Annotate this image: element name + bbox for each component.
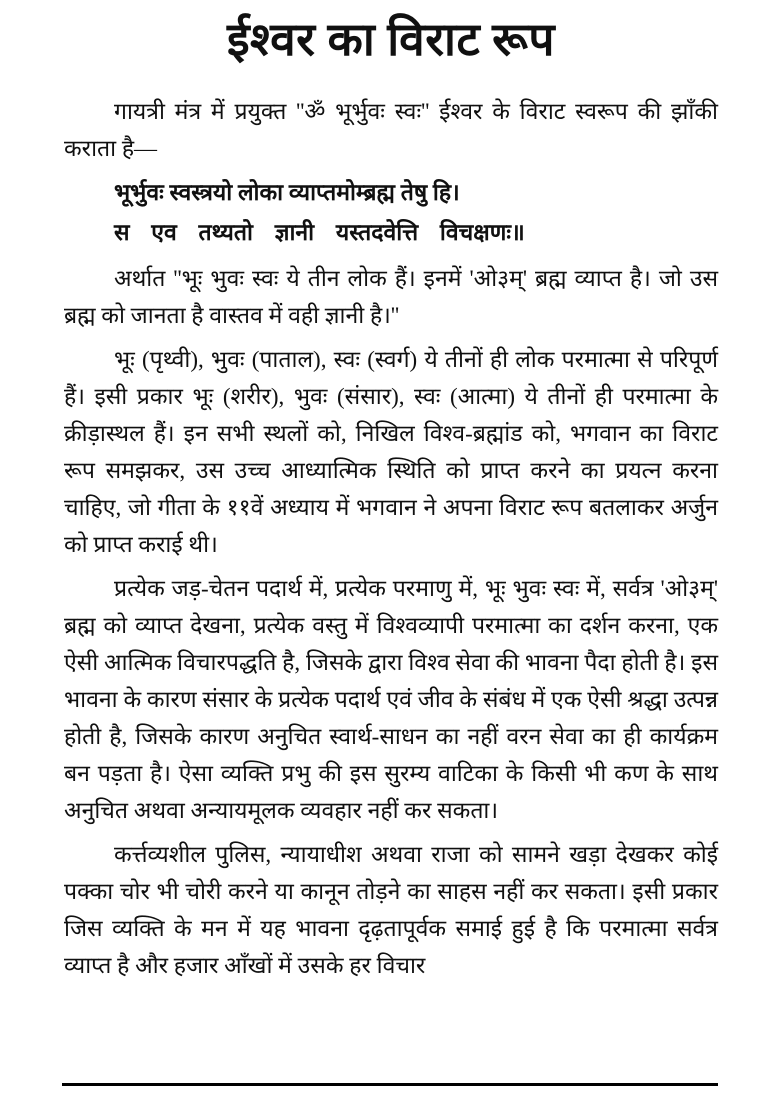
paragraph-intro: गायत्री मंत्र में प्रयुक्त ''ॐ भूर्भुवः स्वः'' ईश्वर के विराट स्वरूप की झाँकी कराता है— <box>64 98 718 161</box>
paragraph-police-example: कर्त्तव्यशील पुलिस, न्यायाधीश अथवा राजा को सामने खड़ा देखकर कोई पक्का चोर भी चोरी करने या कानून तोड़ने का साहस नहीं कर सकता। इसी प्रकार जिस व्यक्ति के मन में यह भावना दृढ़तापूर्वक समाई हुई है कि परमात्मा सर्वत्र व्याप्त है और हजार आँखों में उसके हर विचार <box>64 841 718 978</box>
verse-block <box>64 174 718 252</box>
verse-line-2: स एव तथ्यतो ज्ञानी यस्तदवेत्ति विचक्षणः॥ <box>114 219 525 245</box>
paragraph-om-vision: प्रत्येक जड़-चेतन पदार्थ में, प्रत्येक परमाणु में, भूः भुवः स्वः में, सर्वत्र 'ओ३म्' ब्रह्म को व्याप्त देखना, प्रत्येक वस्तु में विश्वव्यापी परमात्मा का दर्शन करना, एक ऐसी आत्मिक विचारपद्धति है, जिसके द्वारा विश्व सेवा की भावना पैदा होती है। इस भावना के कारण संसार के प्रत्येक पदार्थ एवं जीव के संबंध में एक ऐसी श्रद्धा उत्पन्न होती है, जिसके कारण अनुचित स्वार्थ-साधन का नहीं वरन सेवा का ही कार्यक्रम बन पड़ता है। ऐसा व्यक्ति प्रभु की इस सुरम्य वाटिका के किसी भी कण के साथ अनुचित अथवा अन्यायमूलक व्यवहार नहीं कर सकता। <box>64 575 718 823</box>
paragraph-meaning: अर्थात ''भूः भुवः स्वः ये तीन लोक हैं। इनमें 'ओ३म्' ब्रह्म व्याप्त है। जो उस ब्रह्म को जानता है वास्तव में वही ज्ञानी है।'' <box>64 265 718 328</box>
footer-rule <box>62 1083 718 1086</box>
paragraph-three-worlds: भूः (पृथ्वी), भुवः (पाताल), स्वः (स्वर्ग) ये तीनों ही लोक परमात्मा से परिपूर्ण हैं। इसी प्रकार भूः (शरीर), भुवः (संसार), स्वः (आत्मा) ये तीनों ही परमात्मा के क्रीड़ास्थल हैं। इन सभी स्थलों को, निखिल विश्व-ब्रह्मांड को, भगवान का विराट रूप समझकर, उस उच्च आध्यात्मिक स्थिति को प्राप्त करने का प्रयत्न करना चाहिए, जो गीता के ११वें अध्याय में भगवान ने अपना विराट रूप बतलाकर अर्जुन को प्राप्त कराई थी। <box>64 346 718 557</box>
verse-line-1: भूर्भुवः स्वस्त्रयो लोका व्याप्तमोम्ब्रह्म तेषु हि। <box>114 179 460 205</box>
page-title: ईश्वर का विराट रूप <box>226 14 556 65</box>
